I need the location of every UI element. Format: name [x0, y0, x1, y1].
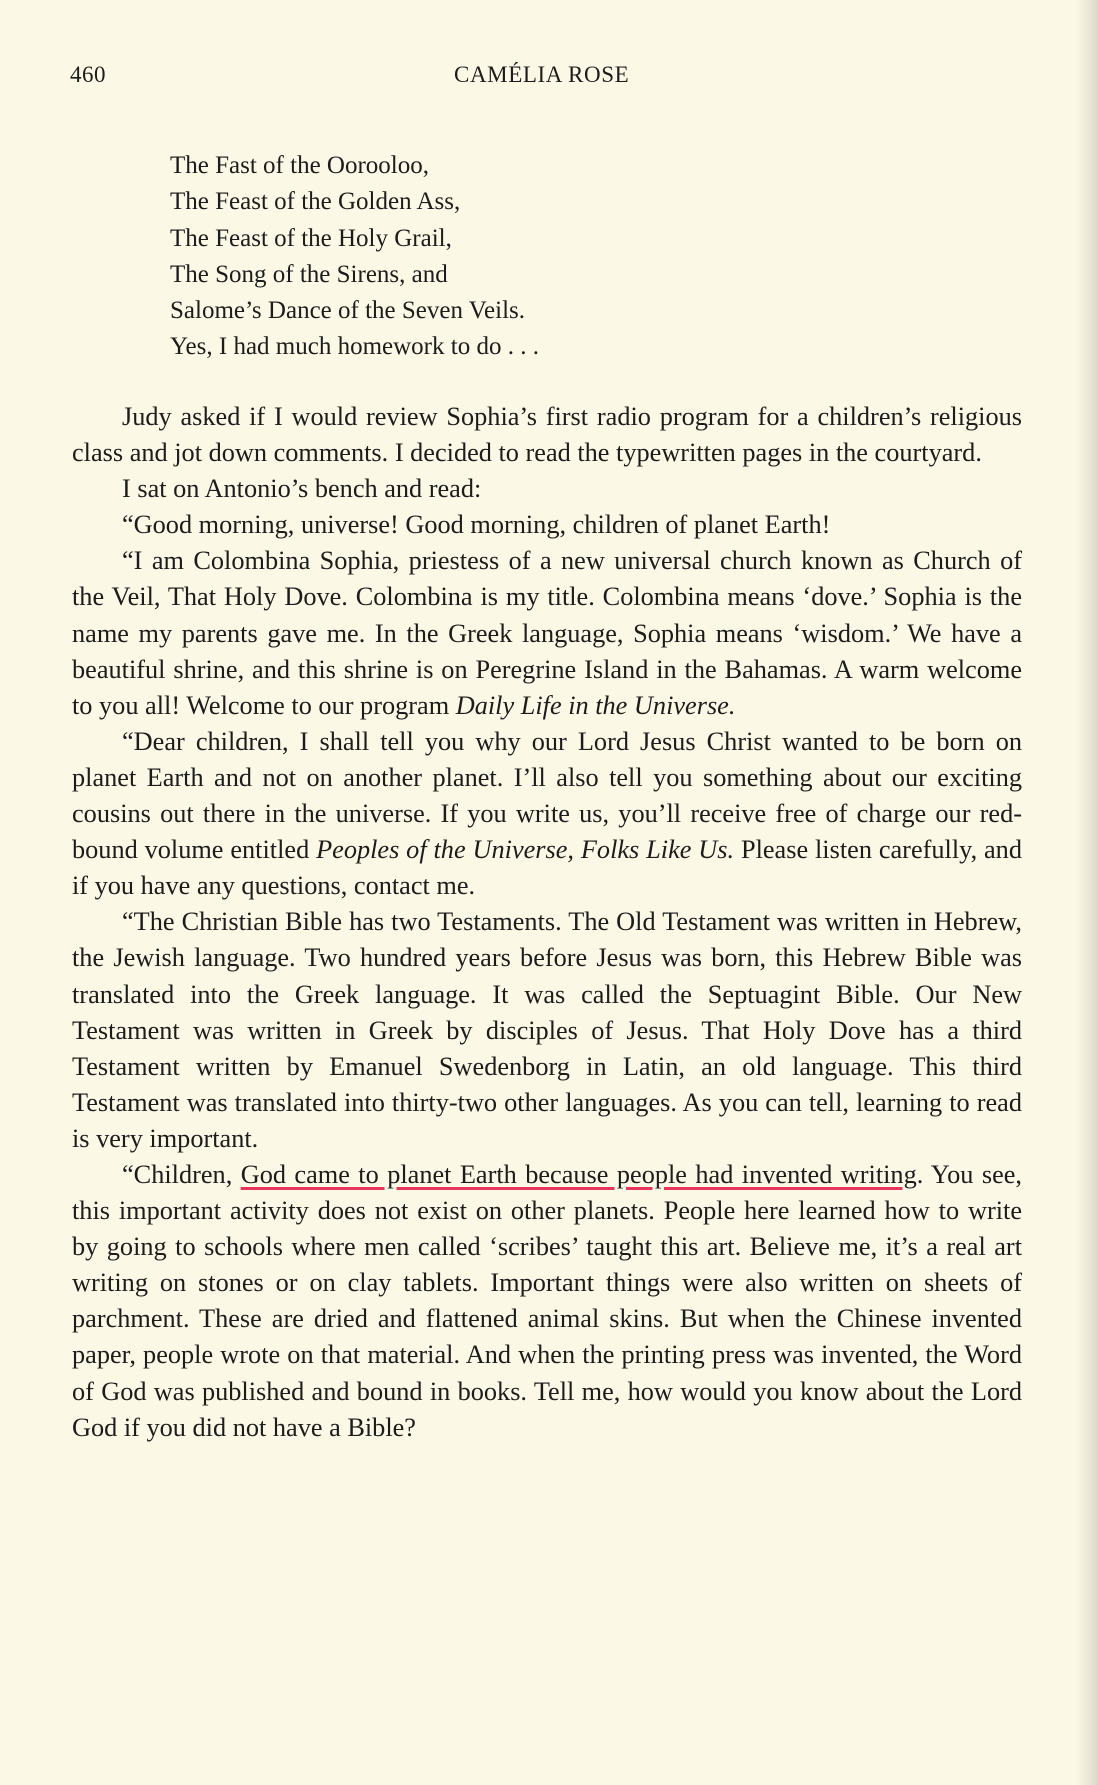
- paragraph-text: “Dear children, I shall tell you why our Lord Jesus Christ wanted to be born on planet Earth and not on another planet. I’ll also tell you something about our exciting cousins out there in the universe. If you write us, you’ll receive free of charge our red-bound volume entitled: [72, 726, 1022, 865]
- book-title: Peoples of the Universe, Folks Like Us.: [316, 835, 735, 865]
- paragraph-text: “Children,: [122, 1159, 241, 1189]
- program-title: Daily Life in the Universe.: [455, 690, 736, 720]
- red-underlined-passage: God came to planet Earth because people had invented writing: [240, 1159, 917, 1189]
- page-number: 460: [70, 62, 106, 87]
- verse-block: [170, 148, 539, 366]
- verse-line: The Feast of the Holy Grail,: [170, 224, 452, 252]
- verse-line: Yes, I had much homework to do . . .: [170, 333, 539, 361]
- paragraph: “The Christian Bible has two Testaments. The Old Testament was written in Hebrew, the Jewish language. Two hundred years before Jesus was born, this Hebrew Bible was translated into the Greek language. It was called the Septuagint Bible. Our New Testament was written in Greek by disciples of Jesus. That Holy Dove has a third Testament written by Emanuel Swedenborg in Latin, an old language. This third Testament was translated into thirty-two other languages. As you can tell, learning to read is very important.: [72, 907, 1022, 1153]
- page-header: [70, 62, 1028, 96]
- paragraph-text: Please listen carefully, and if you have any questions, contact me.: [72, 835, 1022, 901]
- verse-line: The Fast of the Oorooloo,: [170, 152, 429, 179]
- verse-line: Salome’s Dance of the Seven Veils.: [170, 297, 526, 325]
- paragraph: [72, 724, 1022, 904]
- paragraph: “Good morning, universe! Good morning, children of planet Earth!: [122, 510, 831, 540]
- verse-line: The Feast of the Golden Ass,: [170, 188, 461, 216]
- paragraph-text: . You see, this important activity does not exist on other planets. People here learned how to write by going to schools where men called ‘scribes’ taught this art. Believe me, it’s a real art writing on stones or on clay tablets. Important things were also written on sheets of parchment. These are dried and flattened animal skins. But when the Chinese invented paper, people wrote on that material. And when the printing press was invented, the Word of God was published and bound in books. Tell me, how would you know about the Lord God if you did not have a Bible?: [72, 1159, 1022, 1442]
- verse-line: The Song of the Sirens, and: [170, 260, 448, 288]
- paragraph: I sat on Antonio’s bench and read:: [122, 474, 482, 504]
- running-head: CAMÉLIA ROSE: [454, 62, 630, 87]
- body-text: [72, 399, 1022, 1446]
- paragraph-text: “I am Colombina Sophia, priestess of a new universal church known as Church of the Veil, That Holy Dove. Colombina is my title. Colombina means ‘dove.’ Sophia is the name my parents gave me. In the Greek language, Sophia means ‘wisdom.’ We have a beautiful shrine, and this shrine is on Peregrine Island in the Bahamas. A warm welcome to you all! Welcome to our program: [72, 546, 1022, 720]
- paragraph: [72, 543, 1022, 723]
- paragraph: [72, 1157, 1022, 1446]
- paragraph: Judy asked if I would review Sophia’s first radio program for a children’s religious class and jot down comments. I decided to read the typewritten pages in the courtyard.: [72, 402, 1022, 468]
- page-edge-shadow: [1076, 0, 1098, 1785]
